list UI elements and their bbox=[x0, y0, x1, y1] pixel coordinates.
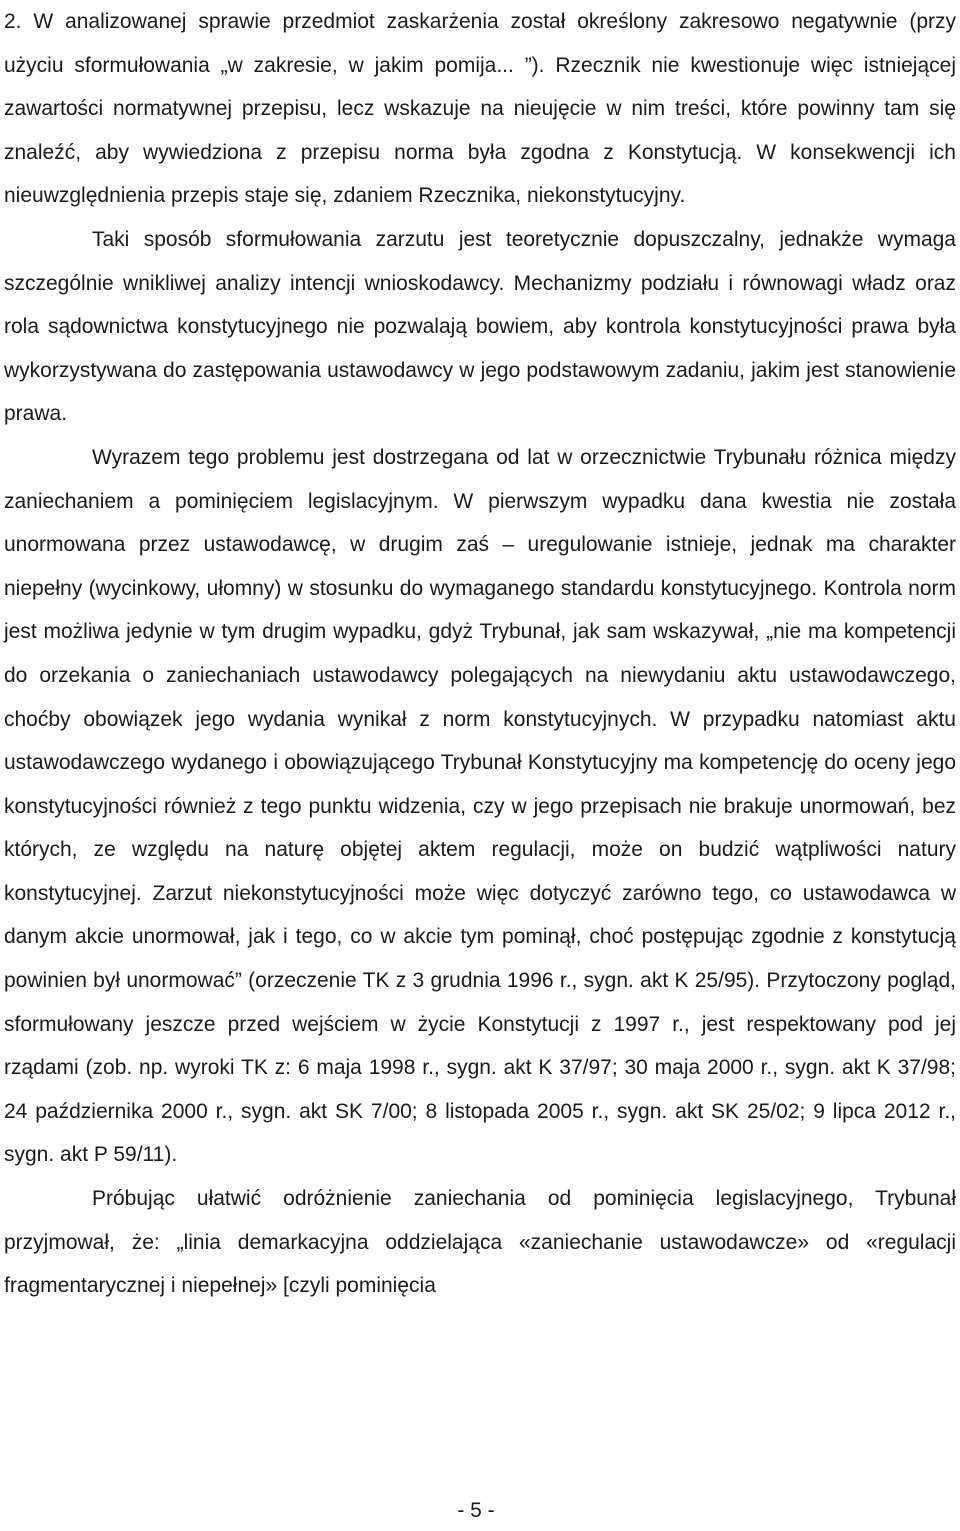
paragraph-3: Wyrazem tego problemu jest dostrzegana od lat w orzecznictwie Trybunału różnica między zaniechaniem a pominięciem legislacyjnym. W pierwszym wypadku dana kwestia nie została unormowana przez ustawodawcę, w drugim zaś – uregulowanie istnieje, jednak ma charakter niepełny (wycinkowy, ułomny) w stosunku do wymaganego standardu konstytucyjnego. Kontrola norm jest możliwa jedynie w tym drugim wypadku, gdyż Trybunał, jak sam wskazywał, „nie ma kompetencji do orzekania o zaniechaniach ustawodawcy polegających na niewydaniu aktu ustawodawczego, choćby obowiązek jego wydania wynikał z norm konstytucyjnych. W przypadku natomiast aktu ustawodawczego wydanego i obowiązującego Trybunał Konstytucyjny ma kompetencję do oceny jego konstytucyjności również z tego punktu widzenia, czy w jego przepisach nie brakuje unormowań, bez których, ze względu na naturę objętej aktem regulacji, może on budzić wątpliwości natury konstytucyjnej. Zarzut niekonstytucyjności może więc dotyczyć zarówno tego, co ustawodawca w danym akcie unormował, jak i tego, co w akcie tym pominął, choć postępując zgodnie z konstytucją powinien był unormować” (orzeczenie TK z 3 grudnia 1996 r., sygn. akt K 25/95). Przytoczony pogląd, sformułowany jeszcze przed wejściem w życie Konstytucji z 1997 r., jest respektowany pod jej rządami (zob. np. wyroki TK z: 6 maja 1998 r., sygn. akt K 37/97; 30 maja 2000 r., sygn. akt K 37/98; 24 października 2000 r., sygn. akt SK 7/00; 8 listopada 2005 r., sygn. akt SK 25/02; 9 lipca 2012 r., sygn. akt P 59/11). bbox=[4, 445, 956, 1167]
paragraph-1: 2. W analizowanej sprawie przedmiot zaskarżenia został określony zakresowo negatywnie (przy użyciu sformułowania „w zakresie, w jakim pomija... ”). Rzecznik nie kwestionuje więc istniejącej zawartości normatywnej przepisu, lecz wskazuje na nieujęcie w nim treści, które powinny tam się znaleźć, aby wywiedziona z przepisu norma była zgodna z Konstytucją. W konsekwencji ich nieuwzględnienia przepis staje się, zdaniem Rzecznika, niekonstytucyjny. bbox=[4, 10, 956, 208]
paragraph-2: Taki sposób sformułowania zarzutu jest teoretycznie dopuszczalny, jednakże wymaga szczególnie wnikliwej analizy intencji wnioskodawcy. Mechanizmy podziału i równowagi władz oraz rola sądownictwa konstytucyjnego nie pozwalają bowiem, aby kontrola konstytucyjności prawa była wykorzystywana do zastępowania ustawodawcy w jego podstawowym zadaniu, jakim jest stanowienie prawa. bbox=[4, 227, 956, 426]
paragraph-4: Próbując ułatwić odróżnienie zaniechania od pominięcia legislacyjnego, Trybunał przyjmował, że: „linia demarkacyjna oddzielająca «zaniechanie ustawodawcze» od «regulacji fragmentarycznej i niepełnej» [czyli pominięcia bbox=[4, 1187, 956, 1298]
document-page bbox=[4, 0, 956, 1531]
page-number: - 5 - bbox=[457, 1499, 495, 1522]
